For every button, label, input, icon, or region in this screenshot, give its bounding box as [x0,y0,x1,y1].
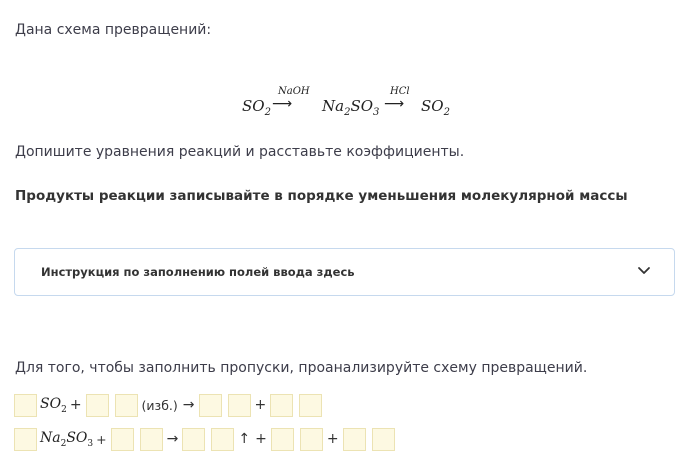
plus-sign: + [326,431,339,447]
instruction-accordion[interactable] [14,248,675,296]
reagent-input[interactable] [140,428,163,451]
coefficient-input[interactable] [14,428,37,451]
scheme-reagent-1: NaOH [278,86,310,97]
reaction-arrow: → [166,431,179,447]
plus-sign: + [254,397,267,413]
coefficient-input[interactable] [86,394,109,417]
product-input[interactable] [211,428,234,451]
coefficient-input[interactable] [14,394,37,417]
hint-text: Для того, чтобы заполнить пропуски, проанализируйте схему превращений. [15,360,588,376]
reagent-input[interactable] [115,394,138,417]
scheme-arrow-2: ⟶ [384,96,405,112]
scheme-arrow-1: ⟶ [272,96,293,112]
coefficient-input[interactable] [343,428,366,451]
coefficient-input[interactable] [270,394,293,417]
equation-row-1 [14,392,325,418]
formula-so2: $SO_2$ [40,395,67,415]
order-instruction: Продукты реакции записывайте в порядке уменьшения молекулярной массы [15,188,628,204]
scheme-intermediate: $Na_2SO_3$ [322,97,380,118]
product-input[interactable] [372,428,395,451]
intro-text: Дана схема превращений: [15,22,212,38]
scheme-reactant: $SO_2$ [242,97,271,118]
chevron-down-icon[interactable] [636,263,652,279]
coefficient-input[interactable] [182,428,205,451]
task-text: Допишите уравнения реакций и расставьте коэффициенты. [15,144,465,160]
coefficient-input[interactable] [111,428,134,451]
transformation-scheme [0,88,693,124]
formula-na2so3: $Na_2SO_3$ [40,429,94,449]
plus-sign: + [255,431,267,447]
coefficient-input[interactable] [271,428,294,451]
scheme-product: $SO_2$ [421,97,450,118]
equation-row-2 [14,426,398,452]
accordion-label: Инструкция по заполнению полей ввода здесь [41,265,355,279]
scheme-reagent-2: HCl [390,86,410,97]
product-input[interactable] [299,394,322,417]
product-input[interactable] [300,428,323,451]
gas-arrow: ↑ [238,431,251,447]
plus-sign: + [96,431,107,447]
coefficient-input[interactable] [199,394,222,417]
plus-sign: + [69,397,82,413]
reaction-arrow: → [182,397,195,413]
excess-label: (изб.) [141,397,178,413]
product-input[interactable] [228,394,251,417]
